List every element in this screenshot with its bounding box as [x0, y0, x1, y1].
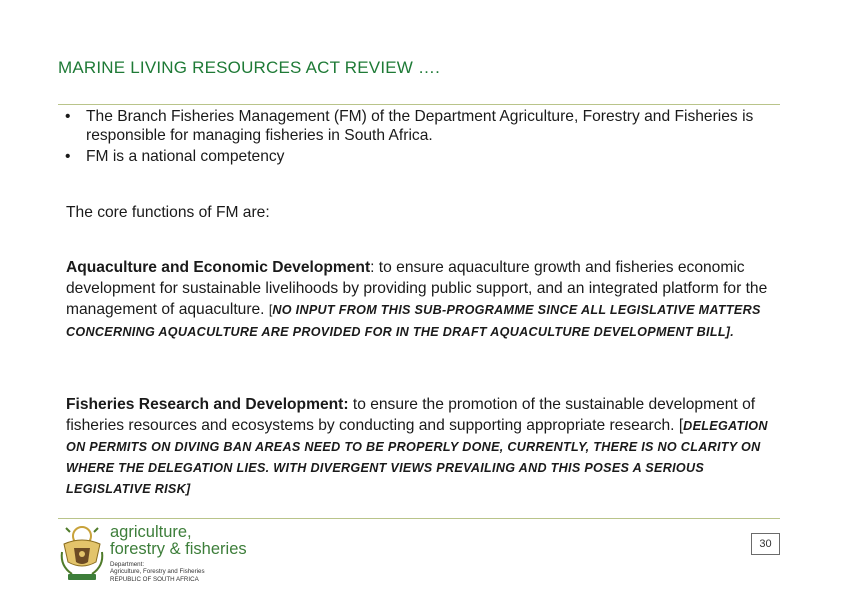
bullet-text: The Branch Fisheries Management (FM) of the Department Agriculture, Forestry and Fisheries is responsible for managing fisheries in South Africa. [86, 108, 754, 144]
coat-of-arms-icon [58, 522, 106, 586]
brand-department: Department: [110, 561, 145, 568]
bullet-list [62, 107, 784, 168]
bullet-text: FM is a national competency [86, 148, 285, 165]
brand-line-1: agriculture, [110, 523, 192, 541]
aquaculture-body: : to ensure aquaculture growth and fisheries economic development for sustainable livelihoods by providing public support, and an integrated platform for the management of aquaculture. [66, 259, 768, 318]
aquaculture-paragraph [66, 257, 782, 342]
department-logo [58, 522, 248, 588]
core-functions-intro: The core functions of FM are: [66, 204, 270, 221]
bottom-divider [58, 518, 780, 519]
fisheries-body: to ensure the promotion of the sustainable development of fisheries resources and ecosystems by conducting and supporting appropriate research. [66, 396, 756, 434]
top-divider [58, 104, 780, 105]
fisheries-heading: Fisheries Research and Development: [66, 396, 349, 413]
brand-line-2: forestry & fisheries [110, 540, 247, 558]
list-item [62, 107, 784, 145]
brand-text [110, 524, 247, 583]
list-item [62, 147, 784, 166]
bullet-marker: • [65, 148, 71, 165]
aquaculture-note: NO INPUT FROM THIS SUB-PROGRAMME SINCE ALL LEGISLATIVE MATTERS CONCERNING AQUACULTURE ARE PROVIDED FOR IN THE DRAFT AQUACULTURE DEVELOPMENT BILL]. [66, 303, 761, 339]
fisheries-paragraph [66, 394, 782, 499]
fisheries-bracket: [ [678, 417, 684, 434]
aquaculture-heading: Aquaculture and Economic Development [66, 259, 371, 276]
aquaculture-bracket: [ [268, 303, 273, 317]
slide-title: MARINE LIVING RESOURCES ACT REVIEW …. [58, 58, 441, 78]
page-number: 30 [751, 533, 780, 555]
brand-department-name: Agriculture, Forestry and Fisheries [110, 568, 205, 576]
brand-country: REPUBLIC OF SOUTH AFRICA [110, 575, 199, 583]
fisheries-note: DELEGATION ON PERMITS ON DIVING BAN AREAS NEED TO BE PROPERLY DONE, CURRENTLY, THERE IS NO CLARITY ON WHERE THE DELEGATION LIES. WITH DIVERGENT VIEWS PREVAILING AND THIS POSES A SERIOUS LEGISLATIVE RISK] [66, 419, 768, 496]
bullet-marker: • [65, 108, 71, 125]
